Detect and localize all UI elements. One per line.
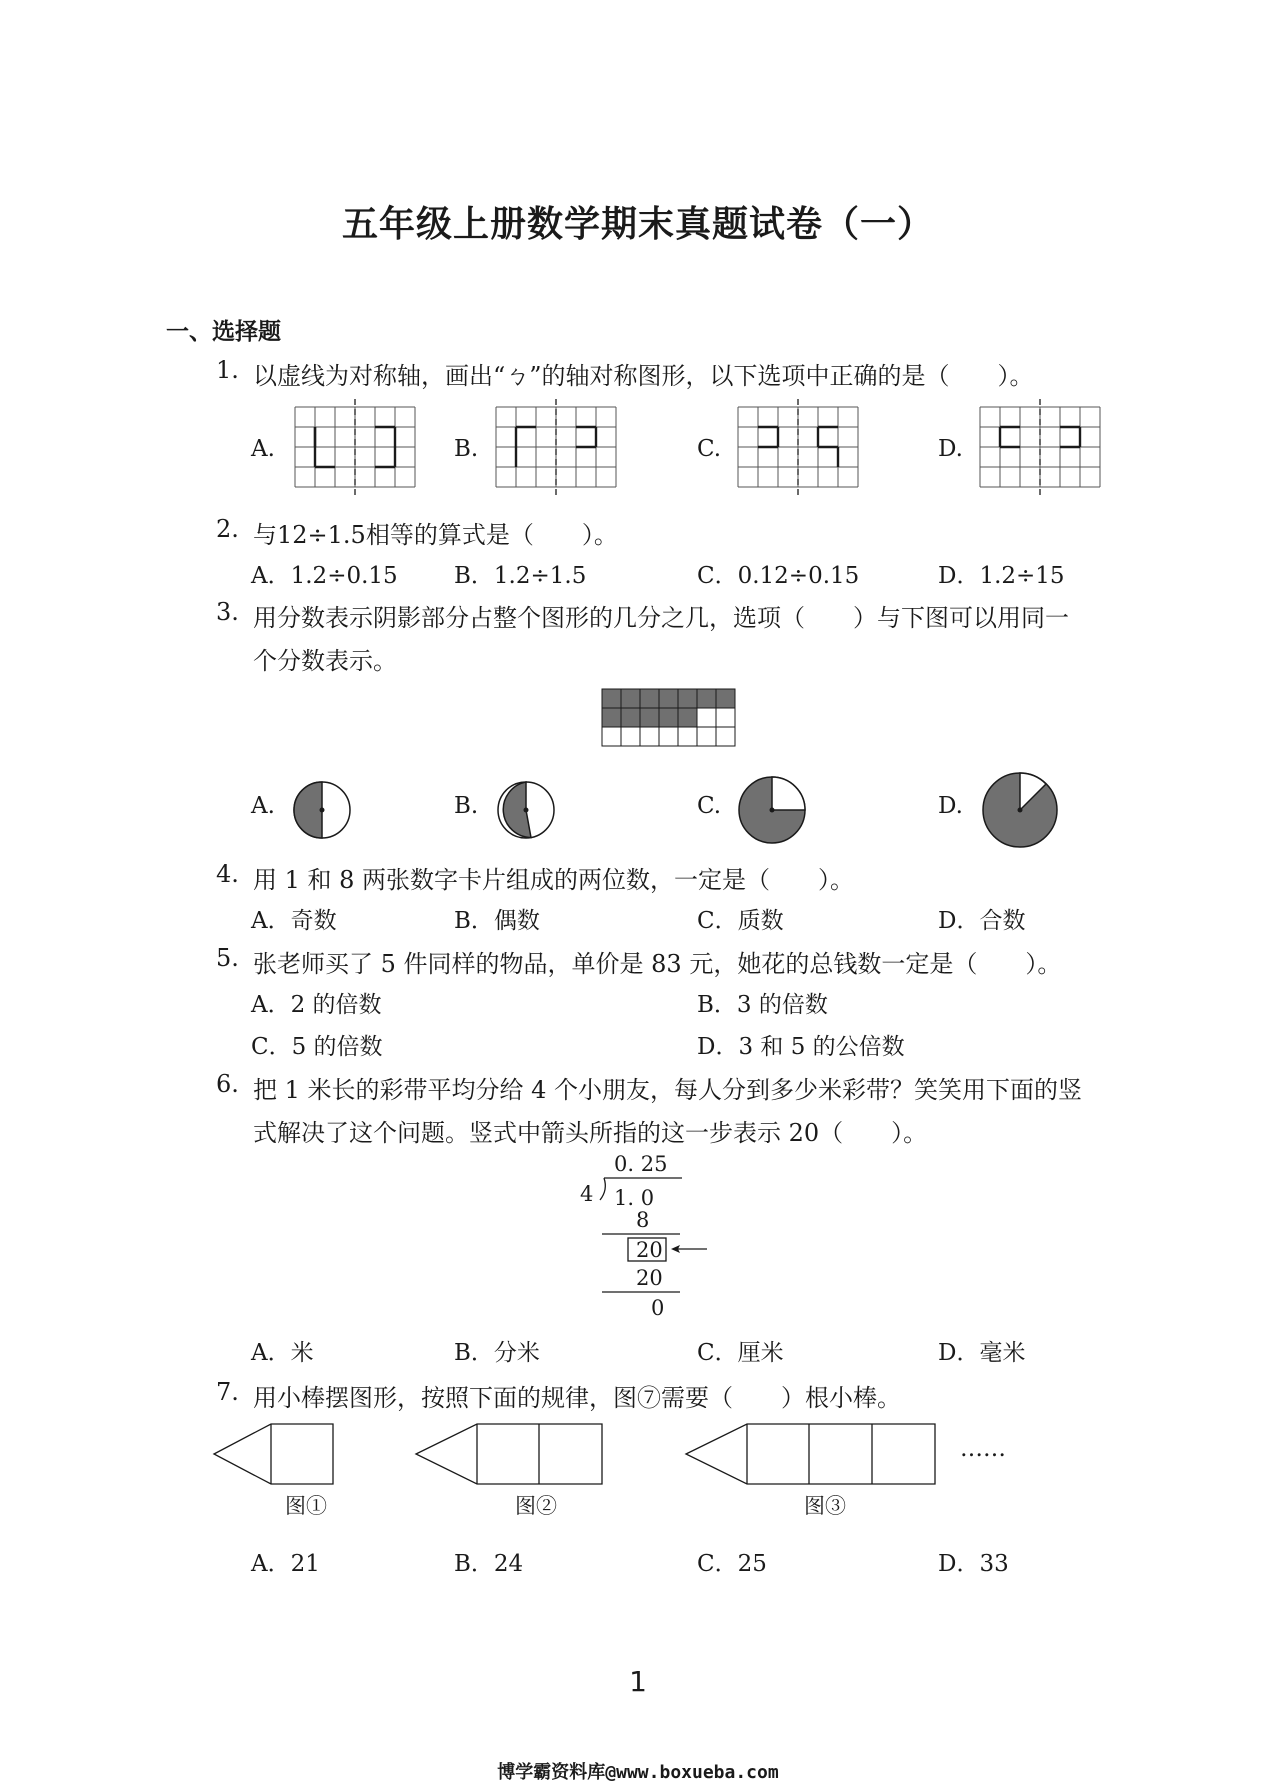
q7-option-b: B．24 xyxy=(454,1551,524,1577)
page-title: 五年级上册数学期末真题试卷（一） xyxy=(341,204,934,245)
q3-pie-d xyxy=(980,770,1060,850)
q1-option-d: D. xyxy=(938,436,963,462)
division-lines xyxy=(590,1170,720,1310)
q1-grid-b xyxy=(496,407,616,487)
q4-option-a: A．奇数 xyxy=(251,908,337,934)
q2-option-d: D．1.2÷15 xyxy=(938,563,1065,589)
division-quotient: 0. 25 xyxy=(614,1152,668,1176)
q7-number: 7. xyxy=(216,1378,239,1406)
q6-option-a: A．米 xyxy=(251,1340,314,1366)
stick-figure-1 xyxy=(213,1422,343,1487)
figure-label-3: 图③ xyxy=(804,1494,846,1518)
division-divisor: 4 xyxy=(580,1182,594,1206)
q3-pie-a xyxy=(292,780,352,840)
section-heading: 一、选择题 xyxy=(166,319,281,345)
q7-option-a: A．21 xyxy=(251,1551,320,1577)
q3-number: 3. xyxy=(216,598,239,626)
q5-number: 5. xyxy=(216,944,239,972)
q7-option-d: D．33 xyxy=(938,1551,1009,1577)
highlight-box xyxy=(628,1238,666,1261)
q4-option-c: C．质数 xyxy=(697,908,784,934)
q3-text-line2: 个分数表示。 xyxy=(253,647,397,675)
stick-figure-3 xyxy=(685,1422,940,1487)
q2-number: 2. xyxy=(216,515,239,543)
footer-watermark: 博学霸资料库@www.boxueba.com xyxy=(497,1762,779,1783)
q1-text: 以虚线为对称轴，画出“ㄅ”的轴对称图形，以下选项中正确的是（ ）。 xyxy=(253,362,1034,390)
division-remainder: 0 xyxy=(651,1296,665,1320)
q1-option-b: B. xyxy=(454,436,479,462)
q3-option-b: B. xyxy=(454,793,479,819)
q2-option-b: B．1.2÷1.5 xyxy=(454,563,587,589)
q1-option-c: C. xyxy=(697,436,722,462)
figure-label-1: 图① xyxy=(285,1494,327,1518)
q5-option-c: C．5 的倍数 xyxy=(251,1034,383,1060)
q5-text: 张老师买了 5 件同样的物品，单价是 83 元，她花的总钱数一定是（ ）。 xyxy=(253,950,1062,978)
q2-option-c: C．0.12÷0.15 xyxy=(697,563,860,589)
division-dividend: 1. 0 xyxy=(614,1186,655,1210)
q1-number: 1. xyxy=(216,356,239,384)
q1-grid-a xyxy=(295,407,415,487)
q5-option-d: D．3 和 5 的公倍数 xyxy=(697,1034,905,1060)
page-number: 1 xyxy=(629,1665,647,1698)
q2-option-a: A．1.2÷0.15 xyxy=(251,563,398,589)
q6-text-line2: 式解决了这个问题。竖式中箭头所指的这一步表示 20（ ）。 xyxy=(253,1119,928,1147)
q5-option-b: B．3 的倍数 xyxy=(697,992,828,1018)
q3-option-c: C. xyxy=(697,793,722,819)
q4-number: 4. xyxy=(216,860,239,888)
q3-text-line1: 用分数表示阴影部分占整个图形的几分之几，选项（ ）与下图可以用同一 xyxy=(253,604,1069,632)
stick-figure-2 xyxy=(415,1422,605,1487)
q6-option-d: D．毫米 xyxy=(938,1340,1026,1366)
q1-grid-c xyxy=(738,407,858,487)
q7-text: 用小棒摆图形，按照下面的规律，图⑦需要（ ）根小棒。 xyxy=(253,1384,901,1412)
q6-text-line1: 把 1 米长的彩带平均分给 4 个小朋友，每人分到多少米彩带？笑笑用下面的竖 xyxy=(253,1076,1083,1104)
q5-option-a: A．2 的倍数 xyxy=(251,992,382,1018)
figure-label-2: 图② xyxy=(515,1494,557,1518)
q6-option-c: C．厘米 xyxy=(697,1340,784,1366)
division-step3: 20 xyxy=(636,1266,663,1290)
q1-option-a: A. xyxy=(251,436,275,462)
q4-text: 用 1 和 8 两张数字卡片组成的两位数，一定是（ ）。 xyxy=(253,866,855,894)
division-step1: 8 xyxy=(636,1208,650,1232)
q3-option-d: D. xyxy=(938,793,963,819)
q2-text: 与12÷1.5相等的算式是（ ）。 xyxy=(253,521,618,549)
q7-option-c: C．25 xyxy=(697,1551,767,1577)
q3-shaded-grid xyxy=(602,686,738,752)
q3-option-a: A. xyxy=(251,793,275,819)
q6-number: 6. xyxy=(216,1070,239,1098)
division-step2: 20 xyxy=(636,1238,663,1262)
q6-option-b: B．分米 xyxy=(454,1340,540,1366)
q3-pie-c xyxy=(736,774,808,846)
q4-option-b: B．偶数 xyxy=(454,908,540,934)
q4-option-d: D．合数 xyxy=(938,908,1026,934)
q3-pie-b xyxy=(496,780,556,840)
q1-grid-d xyxy=(980,407,1100,487)
figure-ellipsis: …… xyxy=(960,1436,1006,1462)
